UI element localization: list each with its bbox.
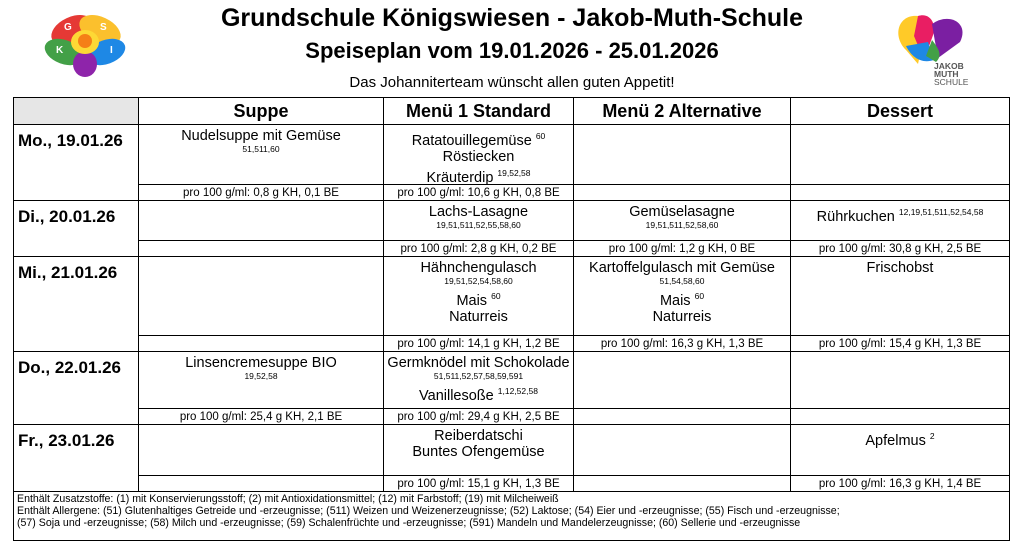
nutrition-cell-menu2: pro 100 g/ml: 16,3 g KH, 1,3 BE — [574, 336, 791, 352]
dish-name-text: Gemüselasagne — [629, 204, 735, 220]
nutrition-cell-menu2 — [574, 185, 791, 201]
dish-cell-dessert — [791, 425, 1009, 476]
dish-name-text: Apfelmus — [865, 432, 926, 449]
nutrition-cell-menu2: pro 100 g/ml: 1,2 g KH, 0 BE — [574, 241, 791, 257]
dish-cell-suppe — [139, 257, 384, 336]
dish-cell-menu2 — [574, 352, 791, 409]
dish-name-text: Frischobst — [866, 260, 934, 276]
nutrition-cell-menu1: pro 100 g/ml: 14,1 g KH, 1,2 BE — [384, 336, 574, 352]
dish-name-text: Lachs-Lasagne — [428, 204, 529, 220]
dish-name — [384, 309, 573, 325]
logo-text: JAKOB — [934, 61, 964, 71]
dish-name — [384, 444, 573, 460]
dish-name-text: Hähnchengulasch — [420, 260, 537, 276]
dish-name — [384, 128, 573, 149]
logo-letter: I — [110, 45, 113, 56]
dish-name — [574, 260, 790, 276]
dish-name — [791, 260, 1009, 276]
nutrition-cell-suppe: pro 100 g/ml: 25,4 g KH, 2,1 BE — [139, 409, 384, 425]
nutrition-cell-dessert: pro 100 g/ml: 16,3 g KH, 1,4 BE — [791, 476, 1009, 492]
day-label: Mi., 21.01.26 — [14, 257, 139, 352]
dish-allergen-codes: 2 — [929, 431, 935, 441]
nutrition-cell-menu2 — [574, 409, 791, 425]
dish-name-text: Kartoffelgulasch mit Gemüse — [589, 260, 775, 276]
dish-name-text: Vanillesoße — [419, 387, 494, 404]
dish-cell-dessert — [791, 201, 1009, 241]
footer-legend — [14, 492, 1009, 540]
dish-allergen-codes: 12,19,51,511,52,54,58 — [898, 207, 984, 217]
dish-cell-suppe — [139, 352, 384, 409]
dish-allergen-codes: 19,51,52,54,58,60 — [444, 276, 513, 286]
logo-letter: G — [64, 22, 72, 33]
dish-name — [384, 355, 573, 371]
nutrition-cell-menu1: pro 100 g/ml: 15,1 g KH, 1,3 BE — [384, 476, 574, 492]
dish-cell-dessert — [791, 352, 1009, 409]
dish-name-text: Kräuterdip — [426, 169, 494, 185]
nutrition-cell-suppe — [139, 336, 384, 352]
day-label: Fr., 23.01.26 — [14, 425, 139, 492]
day-label: Do., 22.01.26 — [14, 352, 139, 425]
dish-allergen-codes: 51,54,58,60 — [659, 276, 705, 286]
dish-allergen-codes: 19,51,511,52,58,60 — [645, 220, 719, 230]
greeting: Das Johanniterteam wünscht allen guten Appetit! — [349, 74, 675, 91]
dish-cell-menu2 — [574, 257, 791, 336]
dish-name — [384, 260, 573, 276]
dish-cell-menu2 — [574, 125, 791, 185]
dish-name — [574, 309, 790, 325]
additives-legend: Enthält Zusatzstoffe: (1) mit Konservierungsstoff; (2) mit Antioxidationsmittel; (12) mit Farbstoff; (19) mit Milcheiweiß — [17, 493, 559, 505]
dish-allergen-codes: 19,52,58 — [497, 167, 531, 178]
dish-name — [791, 428, 1009, 449]
nutrition-cell-menu1: pro 100 g/ml: 10,6 g KH, 0,8 BE — [384, 185, 574, 201]
dish-allergen-codes: 60 — [491, 291, 501, 301]
dish-name — [384, 165, 573, 185]
dish-name-text: Germknödel mit Schokolade — [387, 355, 570, 371]
dish-name-text: Mais — [659, 292, 691, 309]
allergens-legend-line2: (57) Soja und -erzeugnisse; (58) Milch und -erzeugnisse; (59) Schalenfrüchte und -erzeugnisse; (591) Mandeln und Mandelerzeugnisse; (60) Sellerie und -erzeugnisse — [17, 517, 801, 529]
nutrition-cell-menu1: pro 100 g/ml: 2,8 g KH, 0,2 BE — [384, 241, 574, 257]
nutrition-cell-menu2 — [574, 476, 791, 492]
dish-cell-menu1 — [384, 201, 574, 241]
dish-name — [791, 204, 1009, 225]
dish-name-text: Naturreis — [652, 308, 712, 325]
logo-letter: K — [56, 45, 64, 56]
dish-name-text: Linsencremesuppe BIO — [185, 355, 337, 371]
dish-allergen-codes: 19,52,58 — [244, 371, 278, 381]
dish-allergen-codes: 60 — [535, 131, 546, 141]
nutrition-cell-menu1: pro 100 g/ml: 29,4 g KH, 2,5 BE — [384, 409, 574, 425]
dish-allergen-codes: 1,12,52,58 — [497, 386, 538, 396]
nutrition-cell-suppe: pro 100 g/ml: 0,8 g KH, 0,1 BE — [139, 185, 384, 201]
dish-name — [574, 288, 790, 309]
dish-name — [139, 128, 383, 144]
dish-name — [384, 204, 573, 220]
nutrition-cell-dessert — [791, 185, 1009, 201]
dish-allergen-codes: 51,511,52,57,58,59,591 — [433, 371, 524, 381]
dish-name — [384, 149, 573, 165]
column-header-menu2: Menü 2 Alternative — [574, 98, 791, 125]
dish-name — [384, 383, 573, 404]
logo-letter: S — [100, 22, 107, 33]
dish-name-text: Naturreis — [449, 308, 508, 325]
logo-text: SCHULE — [934, 77, 969, 86]
dish-name-text: Reiberdatschi — [434, 428, 523, 444]
allergens-legend-line1: Enthält Allergene: (51) Glutenhaltiges Getreide und -erzeugnisse; (511) Weizen und Weizenerzeugnisse; (52) Laktose; (54) Eier und -erzeugnisse; (55) Fisch und -erzeugnisse; — [17, 505, 840, 517]
school-name: Grundschule Königswiesen - Jakob-Muth-Schule — [220, 4, 803, 32]
dish-cell-menu1 — [384, 257, 574, 336]
nutrition-cell-dessert: pro 100 g/ml: 30,8 g KH, 2,5 BE — [791, 241, 1009, 257]
dish-cell-suppe — [139, 201, 384, 241]
column-header-suppe: Suppe — [139, 98, 384, 125]
column-header-menu1: Menü 1 Standard — [384, 98, 574, 125]
day-label: Mo., 19.01.26 — [14, 125, 139, 201]
dish-cell-menu1 — [384, 352, 574, 409]
logo-text: MUTH — [934, 69, 959, 79]
dish-cell-menu2 — [574, 425, 791, 476]
nutrition-cell-dessert: pro 100 g/ml: 15,4 g KH, 1,3 BE — [791, 336, 1009, 352]
nutrition-cell-dessert — [791, 409, 1009, 425]
dish-name-text: Rührkuchen — [816, 208, 895, 225]
dish-cell-menu2 — [574, 201, 791, 241]
nutrition-cell-suppe — [139, 476, 384, 492]
dish-cell-suppe — [139, 125, 384, 185]
dish-name — [384, 428, 573, 444]
menu-table — [13, 97, 1010, 541]
dish-name — [139, 355, 383, 371]
column-header-dessert: Dessert — [791, 98, 1009, 125]
plan-title: Speiseplan vom 19.01.2026 - 25.01.2026 — [305, 38, 719, 63]
dish-cell-dessert — [791, 257, 1009, 336]
dish-name-text: Buntes Ofengemüse — [412, 444, 545, 460]
dish-cell-suppe — [139, 425, 384, 476]
dish-name — [384, 288, 573, 309]
dish-allergen-codes: 51,511,60 — [242, 144, 280, 154]
corner-cell — [14, 98, 139, 125]
dish-name-text: Ratatouillegemüse — [411, 132, 532, 149]
dish-allergen-codes: 19,51,511,52,55,58,60 — [436, 220, 521, 230]
dish-cell-dessert — [791, 125, 1009, 185]
dish-name-text: Mais — [456, 292, 488, 309]
dish-cell-menu1 — [384, 125, 574, 185]
dish-allergen-codes: 60 — [694, 291, 705, 301]
dish-name — [574, 204, 790, 220]
nutrition-cell-suppe — [139, 241, 384, 257]
dish-name-text: Röstiecken — [442, 148, 515, 165]
dish-name-text: Nudelsuppe mit Gemüse — [181, 128, 341, 144]
day-label: Di., 20.01.26 — [14, 201, 139, 257]
dish-cell-menu1 — [384, 425, 574, 476]
